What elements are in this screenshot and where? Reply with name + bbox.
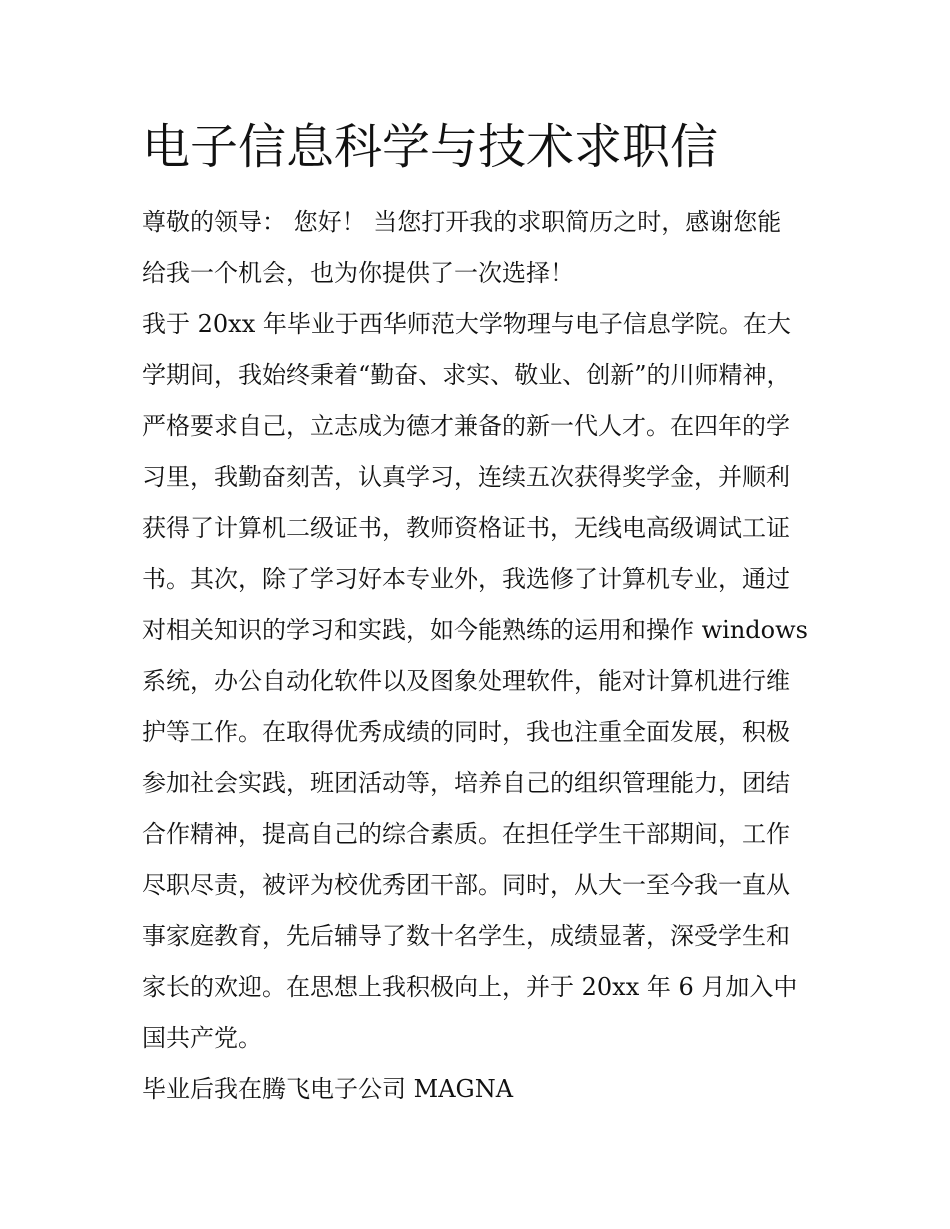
text-line: 严格要求自己，立志成为德才兼备的新一代人才。在四年的学 xyxy=(142,412,790,440)
paragraph-greeting xyxy=(142,197,822,299)
text-line: 学期间，我始终秉着“勤奋、求实、敬业、创新”的川师精神， xyxy=(142,361,791,389)
text-line: 书。其次，除了学习好本专业外，我选修了计算机专业，通过 xyxy=(142,565,790,593)
paragraph-background xyxy=(142,299,822,1064)
text-line: 事家庭教育，先后辅导了数十名学生，成绩显著，深受学生和 xyxy=(142,922,790,950)
text-line: 家长的欢迎。在思想上我积极向上，并于 20xx 年 6 月加入中 xyxy=(142,973,798,1001)
page-title: 电子信息科学与技术求职信 xyxy=(142,119,719,175)
text-line: 对相关知识的学习和实践，如今能熟练的运用和操作 windows xyxy=(142,616,808,644)
text-line: 合作精神，提高自己的综合素质。在担任学生干部期间，工作 xyxy=(142,820,790,848)
letter-body xyxy=(142,197,822,1115)
text-line: 系统，办公自动化软件以及图象处理软件，能对计算机进行维 xyxy=(142,667,790,695)
text-line: 毕业后我在腾飞电子公司 MAGNA xyxy=(142,1075,514,1103)
text-line: 习里，我勤奋刻苦，认真学习，连续五次获得奖学金，并顺利 xyxy=(142,463,790,491)
text-line: 国共产党。 xyxy=(142,1024,262,1052)
text-line: 获得了计算机二级证书，教师资格证书，无线电高级调试工证 xyxy=(142,514,790,542)
text-line: 给我一个机会，也为你提供了一次选择！ xyxy=(142,259,574,287)
text-line: 尽职尽责，被评为校优秀团干部。同时，从大一至今我一直从 xyxy=(142,871,790,899)
text-line: 尊敬的领导： 您好！ 当您打开我的求职简历之时，感谢您能 xyxy=(142,208,782,236)
paragraph-after-graduation xyxy=(142,1064,822,1115)
text-line: 我于 20xx 年毕业于西华师范大学物理与电子信息学院。在大 xyxy=(142,310,791,338)
text-line: 护等工作。在取得优秀成绩的同时，我也注重全面发展，积极 xyxy=(142,718,790,746)
text-line: 参加社会实践，班团活动等，培养自己的组织管理能力，团结 xyxy=(142,769,790,797)
